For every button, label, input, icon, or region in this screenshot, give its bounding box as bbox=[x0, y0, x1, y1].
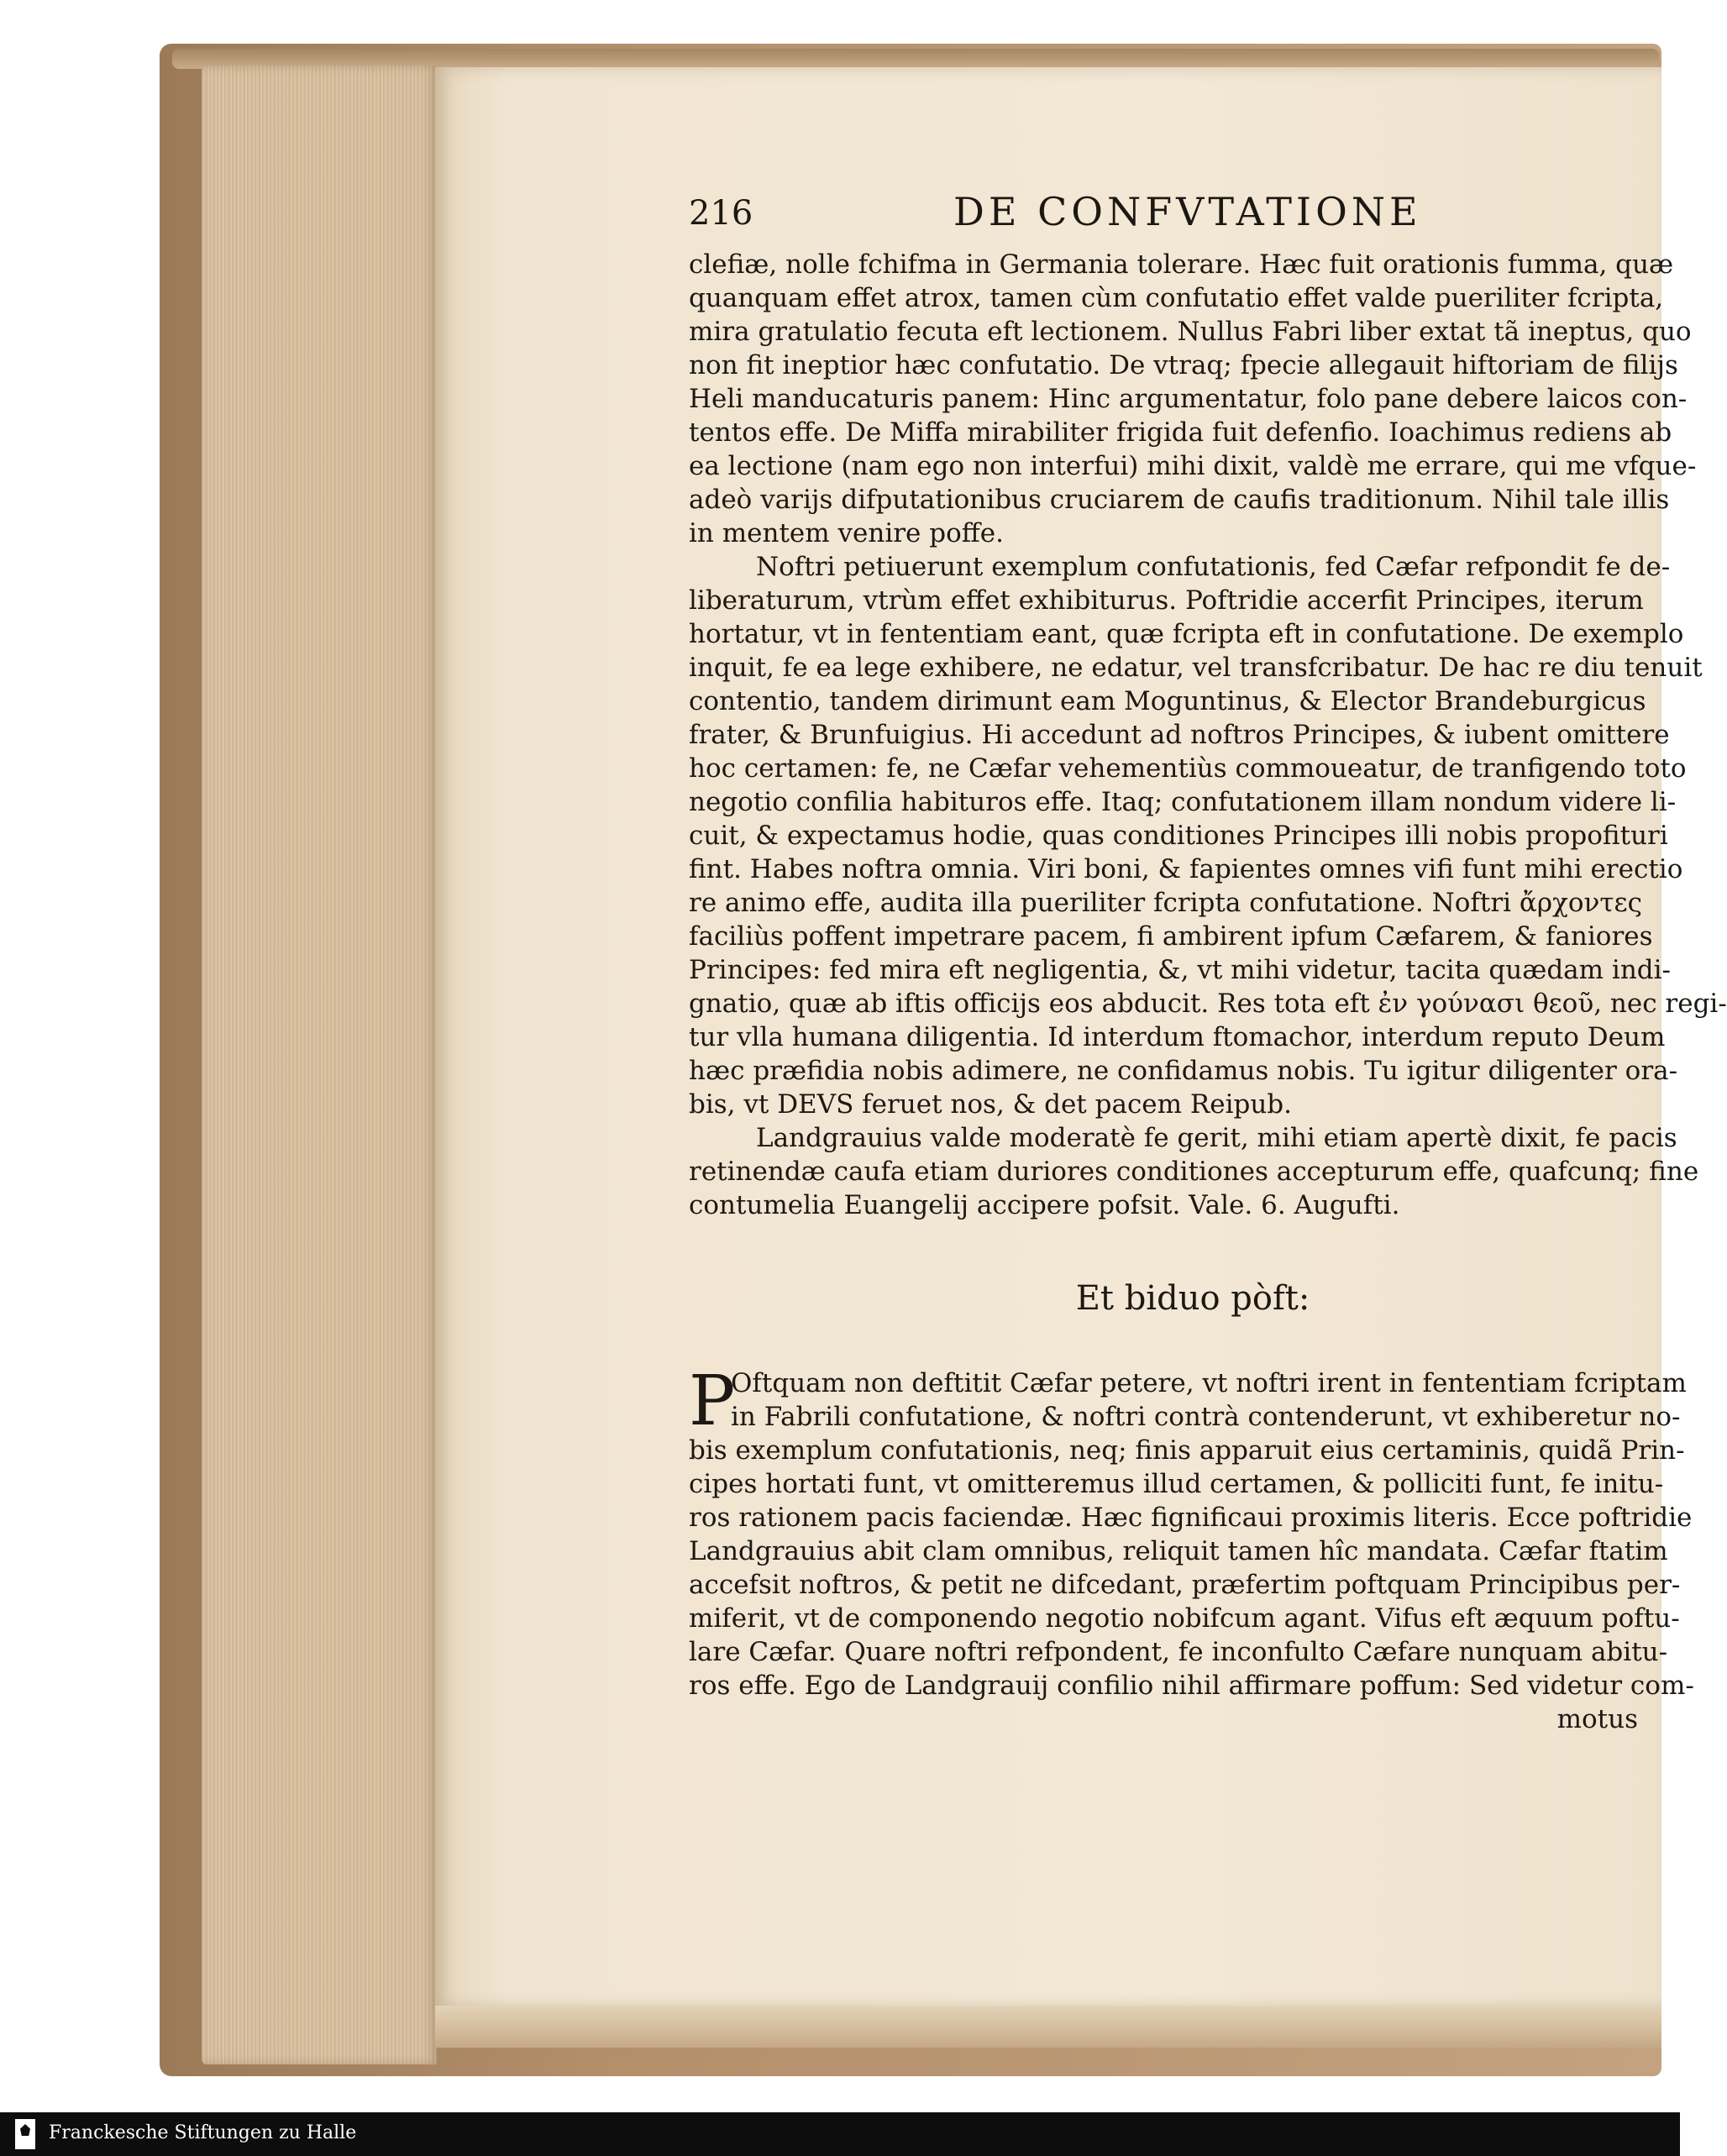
text-line: liberaturum, vtrùm effet exhibiturus. Poftridie accerfit Principes, iterum bbox=[689, 585, 1644, 616]
text-line: ros rationem pacis faciendæ. Hæc fignificaui proximis literis. Ecce poftridie bbox=[689, 1503, 1693, 1533]
page-edges bbox=[202, 66, 437, 2064]
text-line: non fit ineptior hæc confutatio. De vtraq; fpecie allegauit hiftoriam de filijs bbox=[689, 350, 1678, 380]
text-line: re animo effe, audita illa pueriliter fcripta confutatione. Noftri ἄρχοντες bbox=[689, 888, 1642, 918]
page-number: 216 bbox=[689, 194, 753, 233]
text-line: Heli manducaturis panem: Hinc argumentatur, folo pane debere laicos con- bbox=[689, 384, 1688, 414]
text-line: miferit, vt de componendo negotio nobifcum agant. Vifus eft æquum poftu- bbox=[689, 1603, 1680, 1634]
page-text-block bbox=[689, 189, 1727, 1736]
text-line: ros effe. Ego de Landgrauij confilio nihil affirmare poffum: Sed videtur com- bbox=[689, 1671, 1694, 1701]
running-title: DE CONFVTATIONE bbox=[953, 189, 1422, 234]
text-line: fint. Habes noftra omnia. Viri boni, & fapientes omnes vifi funt mihi erectio bbox=[689, 854, 1683, 884]
text-line: gnatio, quæ ab iftis officijs eos abducit. Res tota eft ἐν γούνασι θεοῦ, nec regi- bbox=[689, 989, 1727, 1019]
text-line: Landgrauius valde moderatè fe gerit, mihi etiam apertè dixit, fe pacis bbox=[756, 1123, 1677, 1153]
text-line: accefsit noftros, & petit ne difcedant, præfertim poftquam Principibus per- bbox=[689, 1570, 1681, 1600]
text-line: in Fabrili confutatione, & noftri contrà contenderunt, vt exhiberetur no- bbox=[731, 1402, 1681, 1432]
text-line: Principes: fed mira eft negligentia, &, vt mihi videtur, tacita quædam indi- bbox=[689, 955, 1672, 985]
text-line: tur vlla humana diligentia. Id interdum ftomachor, interdum reputo Deum bbox=[689, 1022, 1666, 1052]
text-line: bis, vt DEVS feruet nos, & det pacem Reipub. bbox=[689, 1089, 1293, 1120]
text-line: tentos effe. De Miffa mirabiliter frigida fuit defenfio. Ioachimus rediens ab bbox=[689, 417, 1672, 448]
text-line: in mentem venire poffe. bbox=[689, 518, 1004, 548]
text-line-content: Oftquam non deftitit Cæfar petere, vt noftri irent in fententiam fcriptam bbox=[731, 1368, 1687, 1398]
text-line: ea lectione (nam ego non interfui) mihi dixit, valdè me errare, qui me vfque- bbox=[689, 451, 1697, 481]
institution-name: Franckesche Stiftungen zu Halle bbox=[49, 2122, 357, 2143]
text-line: retinendæ caufa etiam duriores conditiones accepturum effe, quafcunq; fine bbox=[689, 1157, 1699, 1187]
text-line: mira gratulatio fecuta eft lectionem. Nullus Fabri liber extat tã ineptus, quo bbox=[689, 317, 1692, 347]
catchword: motus bbox=[1556, 1704, 1638, 1734]
paragraph-1 bbox=[689, 248, 1697, 550]
text-line: contumelia Euangelij accipere pofsit. Vale. 6. Augufti. bbox=[689, 1190, 1400, 1220]
text-line: hæc præfidia nobis adimere, ne confidamus nobis. Tu igitur diligenter ora- bbox=[689, 1056, 1678, 1086]
institution-logo-icon bbox=[15, 2119, 35, 2149]
text-line: hoc certamen: fe, ne Cæfar vehementiùs commoueatur, de tranfigendo toto bbox=[689, 753, 1687, 784]
book-page-bottom-edge bbox=[435, 2006, 1661, 2048]
text-line: quanquam effet atrox, tamen cùm confutatio effet valde pueriliter fcripta, bbox=[689, 283, 1664, 313]
paragraph-4 bbox=[689, 1361, 1694, 1702]
footer-bar bbox=[0, 2112, 1680, 2156]
text-line: hortatur, vt in fententiam eant, quæ fcripta eft in confutatione. De exemplo bbox=[689, 619, 1684, 649]
text-line: Landgrauius abit clam omnibus, reliquit tamen hîc mandata. Cæfar ftatim bbox=[689, 1536, 1668, 1566]
paragraph-3 bbox=[689, 1121, 1699, 1222]
running-head bbox=[689, 189, 1646, 248]
drop-cap: P bbox=[689, 1361, 736, 1441]
text-line: cuit, & expectamus hodie, quas conditiones Principes illi nobis propofituri bbox=[689, 821, 1668, 851]
text-line: inquit, fe ea lege exhibere, ne edatur, vel transfcribatur. De hac re diu tenuit bbox=[689, 653, 1703, 683]
section-heading: Et biduo pòft: bbox=[1075, 1279, 1310, 1318]
text-line: clefiæ, nolle fchifma in Germania tolerare. Hæc fuit orationis fumma, quæ bbox=[689, 249, 1674, 280]
text-line: negotio confilia habituros effe. Itaq; confutationem illam nondum videre li- bbox=[689, 787, 1677, 817]
text-line: Noftri petiuerunt exemplum confutationis, fed Cæfar refpondit fe de- bbox=[756, 552, 1671, 582]
text-line: contentio, tandem dirimunt eam Moguntinus, & Elector Brandeburgicus bbox=[689, 686, 1646, 716]
text-line: faciliùs poffent impetrare pacem, fi ambirent ipfum Cæfarem, & faniores bbox=[689, 921, 1653, 952]
text-line: frater, & Brunfuigius. Hi accedunt ad noftros Principes, & iubent omittere bbox=[689, 720, 1670, 750]
text-line: bis exemplum confutationis, neq; finis apparuit eius certaminis, quidã Prin- bbox=[689, 1435, 1685, 1466]
paragraph-2 bbox=[689, 550, 1727, 1121]
text-line: lare Cæfar. Quare noftri refpondent, fe inconfulto Cæfare nunquam abitu- bbox=[689, 1637, 1668, 1667]
text-line: cipes hortati funt, vt omitteremus illud certamen, & polliciti funt, fe initu- bbox=[689, 1469, 1664, 1499]
text-line: adeò varijs difputationibus cruciarem de caufis traditionum. Nihil tale illis bbox=[689, 485, 1670, 515]
